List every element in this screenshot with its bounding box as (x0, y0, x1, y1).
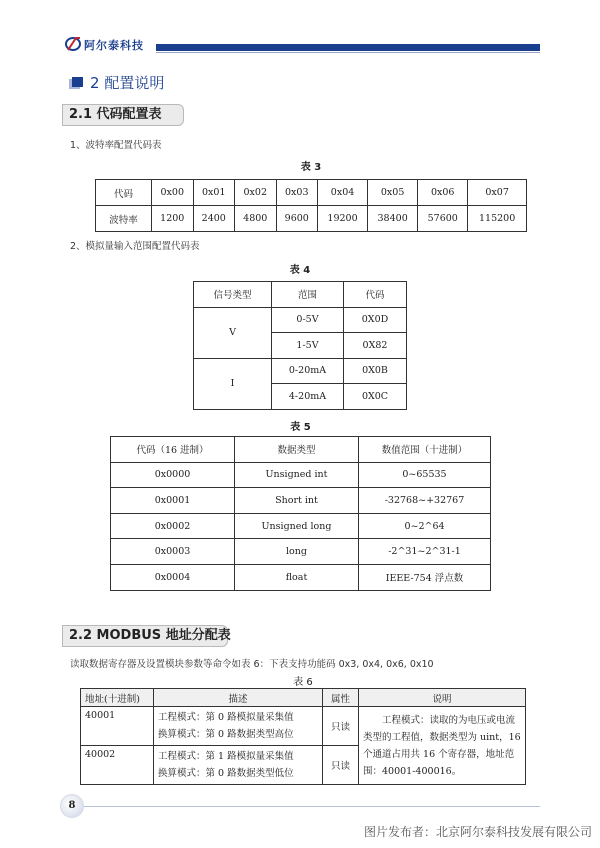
table-cell: 2400 (193, 206, 235, 232)
table-header-row (194, 282, 407, 308)
table-cell: 0~2^64 (359, 513, 491, 539)
table-cell: 0x0002 (111, 513, 235, 539)
table-cell (154, 746, 323, 785)
column-header: 说明 (359, 689, 526, 707)
column-header: 地址(十进制) (81, 689, 154, 707)
table-row (96, 180, 527, 206)
brand-logo-icon (64, 36, 84, 52)
table5-caption: 表 5 (290, 422, 311, 433)
table-cell: 0X82 (344, 333, 407, 359)
table-cell: 0X0C (344, 384, 407, 410)
table-cell (154, 707, 323, 746)
table-cell: float (235, 564, 359, 590)
table4-caption: 表 4 (289, 265, 311, 276)
table-cell: 1200 (152, 206, 194, 232)
table-cell: 0X0B (344, 358, 407, 384)
table-row (194, 307, 407, 333)
table-row (111, 539, 491, 565)
table-cell: 40002 (81, 746, 154, 785)
table-cell: 代码 (96, 180, 152, 206)
table-cell: 0x04 (318, 180, 368, 206)
table-cell: 4800 (235, 206, 277, 232)
table-cell: 工程模式：读取的为电压或电流类型的工程值，数据类型为 uint，16 个通道占用共 16 个寄存器，地址范围：40001-400016。 (359, 707, 526, 785)
column-header: 信号类型 (194, 282, 272, 308)
column-header: 描述 (154, 689, 323, 707)
table-cell: 0-5V (272, 307, 344, 333)
table3-caption: 表 3 (300, 162, 322, 173)
analog-range-table (193, 281, 407, 410)
table-cell: 0x0004 (111, 564, 235, 590)
table-header-row (111, 437, 491, 463)
column-header: 属性 (323, 689, 359, 707)
brand-name: 阿尔泰科技 (84, 39, 144, 52)
table-cell: 1-5V (272, 333, 344, 359)
table-cell: 只读 (323, 707, 359, 746)
table-cell: 0x07 (468, 180, 527, 206)
section-number: 2 (90, 74, 100, 92)
table-cell: 0x0001 (111, 488, 235, 514)
table-row (111, 462, 491, 488)
table-row (111, 564, 491, 590)
baud-rate-table (95, 179, 527, 232)
table-header-row (81, 689, 526, 707)
analog-range-intro: 2、模拟量输入范围配置代码表 (70, 241, 200, 252)
table-cell: 只读 (323, 746, 359, 785)
baud-rate-intro: 1、波特率配置代码表 (70, 140, 162, 151)
table-cell: 0x0000 (111, 462, 235, 488)
table-cell: 0~65535 (359, 462, 491, 488)
modbus-intro: 读取数据寄存器及设置模块参数等命令如表 6：下表支持功能码 0x3, 0x4, 0x6, 0x10 (70, 659, 434, 670)
table-cell: Short int (235, 488, 359, 514)
column-header: 范围 (272, 282, 344, 308)
subsection-heading-2-1: 2.1 代码配置表 (62, 104, 184, 126)
table-cell: 0X0D (344, 307, 407, 333)
header-bar (156, 44, 540, 51)
header-rule (156, 52, 540, 53)
page-number: 8 (68, 800, 76, 811)
section-title: 配置说明 (104, 74, 165, 92)
desc-line: 工程模式：第 1 路模拟量采集值 (158, 751, 294, 762)
table-cell: Unsigned int (235, 462, 359, 488)
table-row (111, 488, 491, 514)
table-cell: 0x05 (368, 180, 418, 206)
table-row (111, 513, 491, 539)
table-cell: 38400 (368, 206, 418, 232)
table-cell: IEEE-754 浮点数 (359, 564, 491, 590)
table-cell: 0x00 (152, 180, 194, 206)
table-cell: -32768~+32767 (359, 488, 491, 514)
table-cell: 0-20mA (272, 358, 344, 384)
desc-line: 换算模式：第 0 路数据类型高位 (158, 729, 294, 740)
table-cell: 0x01 (193, 180, 235, 206)
table-cell: 9600 (276, 206, 318, 232)
desc-line: 换算模式：第 0 路数据类型低位 (158, 768, 294, 779)
column-header: 代码 (344, 282, 407, 308)
page-header (64, 40, 540, 54)
table-cell: Unsigned long (235, 513, 359, 539)
modbus-address-table (80, 688, 526, 785)
table-cell: -2^31~2^31-1 (359, 539, 491, 565)
table-row (81, 707, 526, 746)
table-cell: 0x03 (276, 180, 318, 206)
table-cell: 波特率 (96, 206, 152, 232)
subsection-heading-2-2: 2.2 MODBUS 地址分配表 (62, 625, 228, 647)
table-cell: 115200 (468, 206, 527, 232)
table-cell: 40001 (81, 707, 154, 746)
data-type-table (110, 436, 491, 591)
table-cell: 19200 (318, 206, 368, 232)
footer-rule (64, 806, 540, 807)
table-cell: long (235, 539, 359, 565)
publisher-watermark: 图片发布者：北京阿尔泰科技发展有限公司 (363, 825, 592, 839)
desc-line: 工程模式：第 0 路模拟量采集值 (158, 712, 294, 723)
column-header: 数值范围（十进制） (359, 437, 491, 463)
table-cell: 4-20mA (272, 384, 344, 410)
table-row (194, 358, 407, 384)
table-cell: 57600 (418, 206, 468, 232)
table-cell: 0x0003 (111, 539, 235, 565)
table6-caption: 表 6 (293, 677, 313, 688)
table-cell: I (194, 358, 272, 409)
section-bullet-icon (72, 77, 83, 87)
column-header: 数据类型 (235, 437, 359, 463)
table-row (96, 206, 527, 232)
table-cell: 0x06 (418, 180, 468, 206)
table-cell: V (194, 307, 272, 358)
table-cell: 0x02 (235, 180, 277, 206)
column-header: 代码（16 进制） (111, 437, 235, 463)
